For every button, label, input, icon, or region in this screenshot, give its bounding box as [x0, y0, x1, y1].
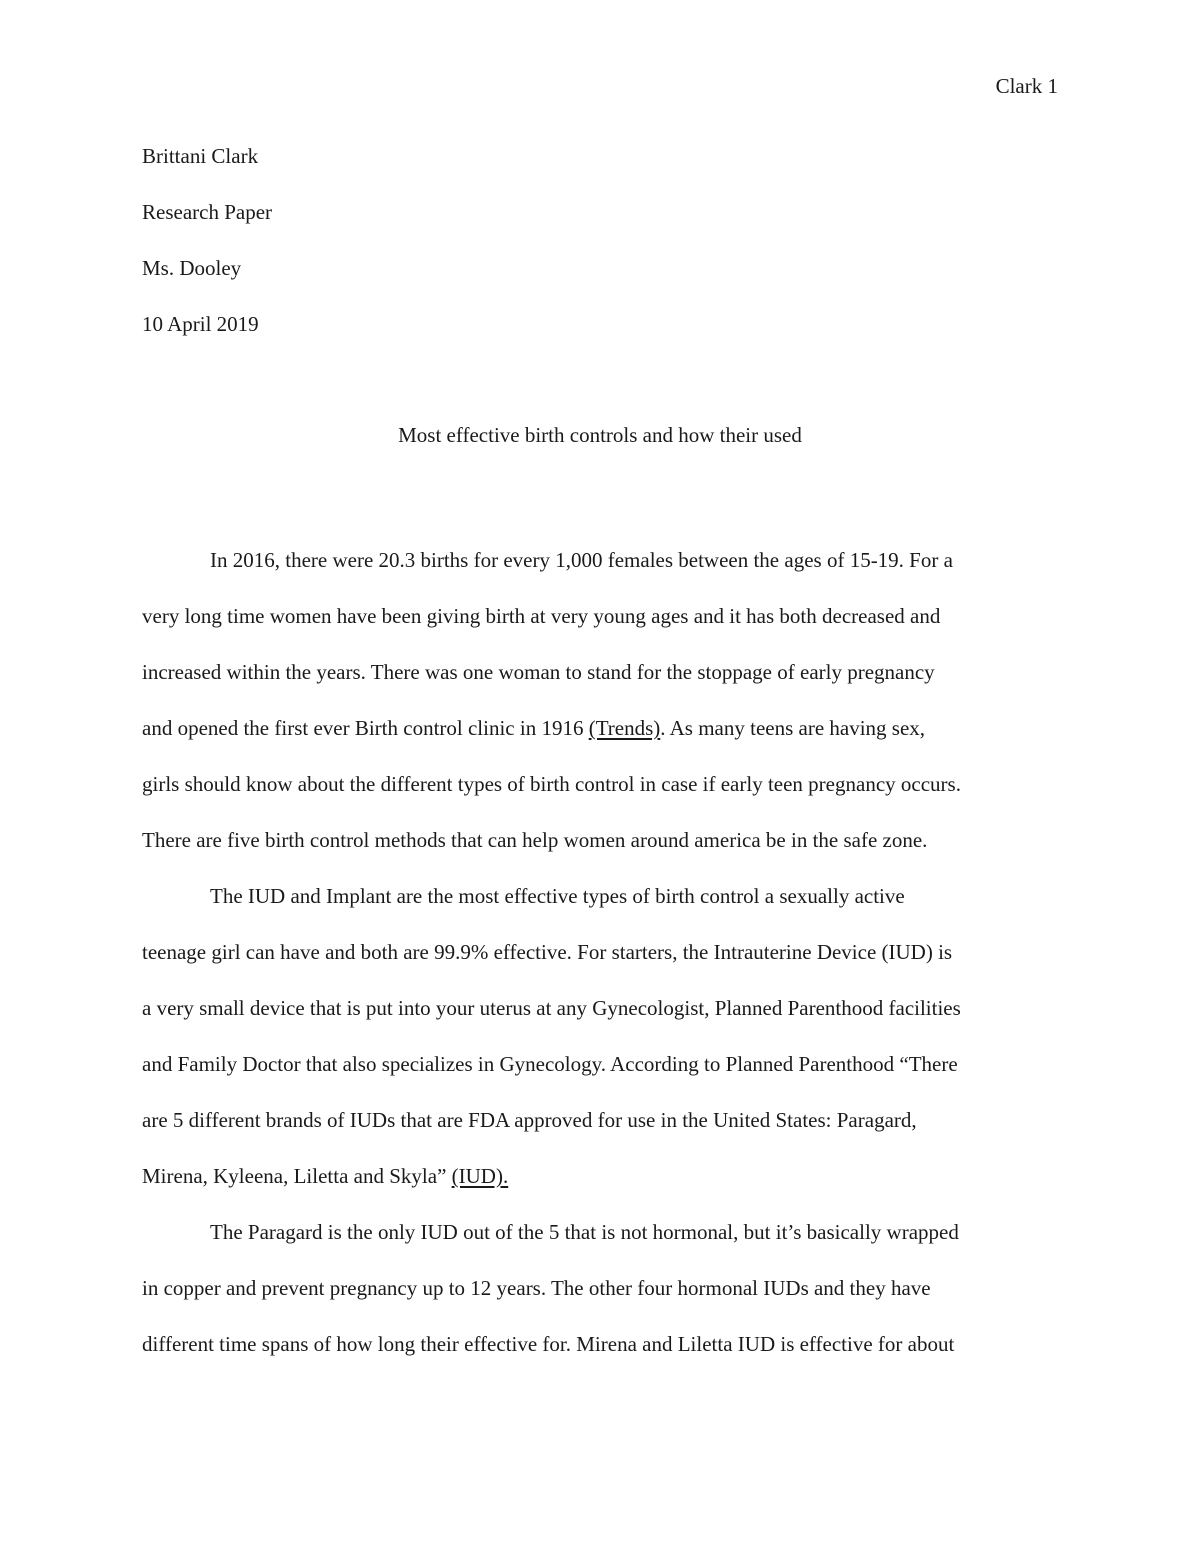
- paper-title: Most effective birth controls and how their used: [398, 423, 802, 447]
- paragraph-line: There are five birth control methods that can help women around america be in the safe zone.: [142, 828, 928, 852]
- paragraph-line: [142, 700, 1058, 756]
- paragraph-line: teenage girl can have and both are 99.9% effective. For starters, the Intrauterine Device (IUD) is: [142, 940, 953, 964]
- paragraph-line: girls should know about the different types of birth control in case if early teen pregnancy occurs.: [142, 772, 961, 796]
- paragraph-line: The IUD and Implant are the most effective types of birth control a sexually active: [210, 884, 905, 908]
- citation-iud: (IUD).: [451, 1164, 509, 1188]
- mla-heading: [142, 142, 1062, 366]
- paragraph-line: very long time women have been giving birth at very young ages and it has both decreased and: [142, 604, 941, 628]
- line-text: and opened the first ever Birth control clinic in 1916: [142, 716, 589, 740]
- paragraph-line: The Paragard is the only IUD out of the 5 that is not hormonal, but it’s basically wrapped: [210, 1220, 959, 1244]
- paragraph-line: In 2016, there were 20.3 births for every 1,000 females between the ages of 15-19. For a: [210, 548, 953, 572]
- course-name: Research Paper: [142, 200, 273, 224]
- paragraph-line: and Family Doctor that also specializes in Gynecology. According to Planned Parenthood “There: [142, 1052, 958, 1076]
- citation-trends: (Trends): [588, 716, 661, 740]
- paragraph-2: [142, 868, 1058, 1204]
- student-name: Brittani Clark: [142, 144, 259, 168]
- paper-body: [142, 532, 1058, 1372]
- running-head: Clark 1: [995, 74, 1058, 98]
- paper-date: 10 April 2019: [142, 312, 259, 336]
- paragraph-line: are 5 different brands of IUDs that are FDA approved for use in the United States: Paragard,: [142, 1108, 917, 1132]
- paragraph-line: [142, 1148, 1058, 1204]
- paragraph-line: in copper and prevent pregnancy up to 12 years. The other four hormonal IUDs and they have: [142, 1276, 931, 1300]
- instructor-name: Ms. Dooley: [142, 256, 242, 280]
- line-text: Mirena, Kyleena, Liletta and Skyla”: [142, 1164, 452, 1188]
- line-text: . As many teens are having sex,: [660, 716, 926, 740]
- paragraph-line: increased within the years. There was one woman to stand for the stoppage of early pregnancy: [142, 660, 935, 684]
- paragraph-line: different time spans of how long their effective for. Mirena and Liletta IUD is effective for about: [142, 1332, 955, 1356]
- paragraph-3: [142, 1204, 1058, 1372]
- paragraph-1: [142, 532, 1058, 868]
- paragraph-line: a very small device that is put into your uterus at any Gynecologist, Planned Parenthood facilities: [142, 996, 961, 1020]
